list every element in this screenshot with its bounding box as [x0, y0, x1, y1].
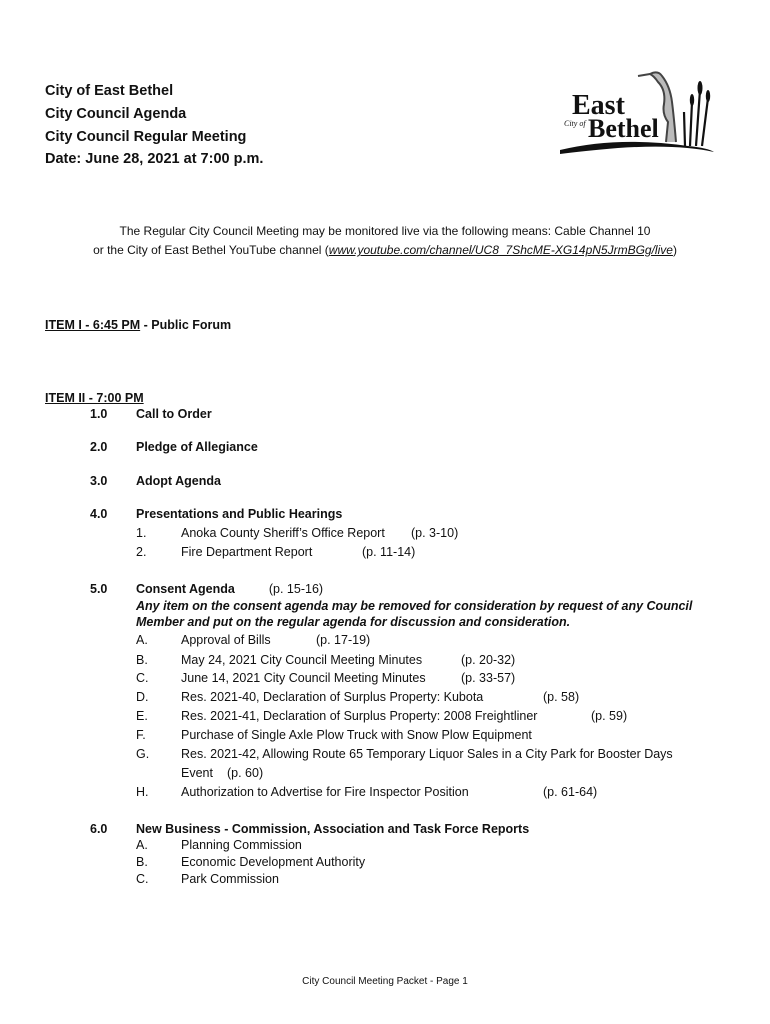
consent-note-line-2: Member and put on the regular agenda for discussion and consideration. [136, 615, 571, 629]
intro-line-1: The Regular City Council Meeting may be monitored live via the following means: Cable Channel 10 [119, 224, 651, 238]
s4-item-1-letter: 1. [136, 526, 147, 540]
s5-item-d-letter: D. [136, 690, 149, 704]
meeting-date: Date: June 28, 2021 at 7:00 p.m. [45, 151, 264, 167]
item-2-label: ITEM II - 7:00 PM [45, 391, 144, 405]
s5-item-d-page: (p. 58) [543, 690, 580, 704]
s6-item-c-text: Park Commission [181, 872, 279, 886]
logo-east: East [572, 90, 625, 121]
section-3-number: 3.0 [90, 474, 108, 488]
section-6-title: New Business - Commission, Association and Task Force Reports [136, 822, 530, 836]
s5-item-d-text: Res. 2021-40, Declaration of Surplus Property: Kubota [181, 690, 484, 704]
logo-bethel: Bethel [588, 114, 659, 143]
s5-item-h-text: Authorization to Advertise for Fire Inspector Position [181, 785, 469, 799]
s5-item-c-letter: C. [136, 671, 149, 685]
section-4-title: Presentations and Public Hearings [136, 507, 343, 521]
s5-item-g-letter: G. [136, 747, 150, 761]
consent-note-line-1: Any item on the consent agenda may be removed for consideration by request of any Council [136, 599, 693, 613]
s6-item-c-letter: C. [136, 872, 149, 886]
city-name: City of East Bethel [45, 83, 174, 99]
section-1-title: Call to Order [136, 407, 212, 421]
s4-item-1-text: Anoka County Sheriff’s Office Report [181, 526, 385, 540]
section-5-page: (p. 15-16) [268, 582, 324, 596]
heron-logo-icon [558, 62, 718, 162]
s5-item-b-page: (p. 20-32) [461, 653, 516, 667]
s5-item-g-text: Res. 2021-42, Allowing Route 65 Temporary Liquor Sales in a City Park for Booster Days [181, 747, 673, 761]
s5-item-e-page: (p. 59) [591, 709, 628, 723]
s5-item-e-letter: E. [136, 709, 148, 723]
s5-item-b-text: May 24, 2021 City Council Meeting Minutes [181, 653, 423, 667]
s5-item-c-text: June 14, 2021 City Council Meeting Minutes [181, 671, 426, 685]
section-6-number: 6.0 [90, 822, 108, 836]
s4-item-1-page: (p. 3-10) [411, 526, 459, 540]
item-1-title: - Public Forum [140, 318, 232, 332]
s5-item-a-page: (p. 17-19) [316, 633, 371, 647]
agenda-title: City Council Agenda [45, 106, 187, 122]
s4-item-2-page: (p. 11-14) [362, 545, 416, 559]
item-1-heading [45, 318, 231, 332]
logo-city-of: City of [564, 119, 586, 128]
section-2-number: 2.0 [90, 440, 108, 454]
item-1-label: ITEM I - 6:45 PM [45, 318, 141, 332]
section-3-title: Adopt Agenda [136, 474, 221, 488]
s6-item-a-letter: A. [136, 838, 148, 852]
s6-item-a-text: Planning Commission [181, 838, 302, 852]
intro-suffix: ) [672, 243, 677, 257]
s6-item-b-letter: B. [136, 855, 148, 869]
s5-item-f-text: Purchase of Single Axle Plow Truck with Snow Plow Equipment [181, 728, 532, 742]
section-2-title: Pledge of Allegiance [136, 440, 258, 454]
section-5-number: 5.0 [90, 582, 108, 596]
s5-item-g-page: (p. 60) [227, 766, 264, 780]
s5-item-h-letter: H. [136, 785, 149, 799]
east-bethel-logo [558, 62, 718, 162]
s5-item-a-text: Approval of Bills [181, 633, 271, 647]
s5-item-g-cont-text: Event [181, 766, 213, 780]
s4-item-2-letter: 2. [136, 545, 147, 559]
intro-line-2 [0, 243, 770, 257]
youtube-link[interactable]: www.youtube.com/channel/UC8_7ShcME-XG14pN5JrmBGg/live [328, 243, 673, 257]
section-1-number: 1.0 [90, 407, 108, 421]
s5-item-h-page: (p. 61-64) [543, 785, 598, 799]
s5-item-e-text: Res. 2021-41, Declaration of Surplus Property: 2008 Freightliner [181, 709, 538, 723]
s5-item-a-letter: A. [136, 633, 148, 647]
item-2-heading [45, 391, 144, 405]
s4-item-2-text: Fire Department Report [181, 545, 313, 559]
meeting-type: City Council Regular Meeting [45, 129, 247, 145]
s5-item-f-letter: F. [136, 728, 146, 742]
intro-prefix: or the City of East Bethel YouTube channel ( [93, 243, 329, 257]
section-4-number: 4.0 [90, 507, 108, 521]
section-5-title-text: Consent Agenda [136, 582, 235, 596]
s6-item-b-text: Economic Development Authority [181, 855, 366, 869]
page-footer: City Council Meeting Packet - Page 1 [302, 976, 468, 987]
s5-item-c-page: (p. 33-57) [461, 671, 516, 685]
s5-item-b-letter: B. [136, 653, 148, 667]
section-5-title [136, 582, 323, 596]
